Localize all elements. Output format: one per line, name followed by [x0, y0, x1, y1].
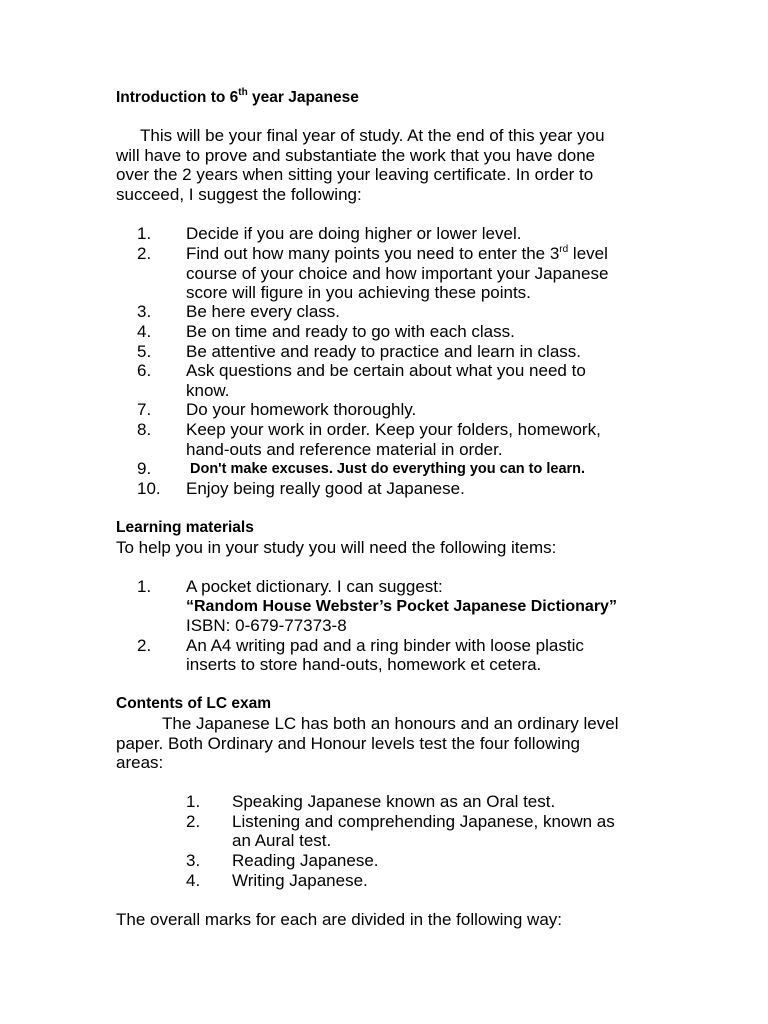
list-number: 7.	[137, 400, 152, 419]
list-item: Enjoy being really good at Japanese.	[186, 479, 465, 498]
section-intro: To help you in your study you will need the following items:	[116, 538, 557, 557]
list-number: 4.	[186, 871, 201, 890]
intro-line: will have to prove and substantiate the work that you have done	[116, 146, 596, 165]
list-item	[186, 244, 608, 264]
intro-line: succeed, I suggest the following:	[116, 185, 362, 204]
page-title	[116, 88, 359, 108]
list-number: 3.	[186, 851, 201, 870]
list-number: 8.	[137, 420, 152, 439]
section-heading: Learning materials	[116, 519, 254, 536]
list-item: Keep your work in order. Keep your folders, homework,	[186, 420, 601, 439]
list-item-text-end: level	[568, 244, 608, 263]
list-item: Do your homework thoroughly.	[186, 400, 417, 419]
list-item: Decide if you are doing higher or lower level.	[186, 224, 522, 243]
list-item-continuation: inserts to store hand-outs, homework et cetera.	[186, 655, 542, 674]
intro-line: This will be your final year of study. At the end of this year you	[140, 126, 605, 145]
list-number: 6.	[137, 361, 152, 380]
list-item-continuation: course of your choice and how important your Japanese	[186, 264, 609, 283]
list-item-continuation: score will figure in you achieving these points.	[186, 283, 531, 302]
section-intro: paper. Both Ordinary and Honour levels test the four following	[116, 734, 580, 753]
title-text-end: year Japanese	[247, 89, 359, 106]
list-number: 1.	[137, 577, 152, 596]
list-number: 1.	[186, 792, 201, 811]
list-item: Be on time and ready to go with each class.	[186, 322, 515, 341]
section-heading: Contents of LC exam	[116, 695, 272, 712]
list-number: 9.	[137, 459, 152, 478]
list-number: 2.	[186, 812, 201, 831]
list-number: 10.	[137, 479, 161, 498]
list-number: 3.	[137, 302, 152, 321]
list-item-continuation: an Aural test.	[232, 831, 332, 850]
closing-line: The overall marks for each are divided in the following way:	[116, 910, 562, 929]
title-superscript: th	[238, 87, 248, 98]
section-intro: areas:	[116, 753, 164, 772]
title-text: Introduction to 6	[116, 89, 239, 106]
book-title: “Random House Webster’s Pocket Japanese Dictionary”	[186, 598, 617, 615]
list-item: Reading Japanese.	[232, 851, 379, 870]
list-item: Don't make excuses. Just do everything you can to learn.	[190, 461, 586, 477]
list-item: Speaking Japanese known as an Oral test.	[232, 792, 556, 811]
list-number: 1.	[137, 224, 152, 243]
list-item: An A4 writing pad and a ring binder with loose plastic	[186, 636, 584, 655]
list-item: Writing Japanese.	[232, 871, 368, 890]
list-number: 5.	[137, 342, 152, 361]
list-item: Ask questions and be certain about what you need to	[186, 361, 586, 380]
list-item: A pocket dictionary. I can suggest:	[186, 577, 443, 596]
list-number: 4.	[137, 322, 152, 341]
list-item-superscript: rd	[559, 244, 569, 255]
section-intro: The Japanese LC has both an honours and an ordinary level	[162, 714, 619, 733]
list-item-continuation: hand-outs and reference material in order.	[186, 440, 503, 459]
list-number: 2.	[137, 636, 152, 655]
intro-line: over the 2 years when sitting your leaving certificate. In order to	[116, 165, 594, 184]
list-item-text: Find out how many points you need to enter the 3	[186, 244, 560, 263]
list-item: Listening and comprehending Japanese, known as	[232, 812, 615, 831]
list-item: Be attentive and ready to practice and learn in class.	[186, 342, 582, 361]
list-item: Be here every class.	[186, 302, 341, 321]
list-number: 2.	[137, 244, 152, 263]
isbn: ISBN: 0-679-77373-8	[186, 616, 347, 635]
list-item-continuation: know.	[186, 381, 230, 400]
